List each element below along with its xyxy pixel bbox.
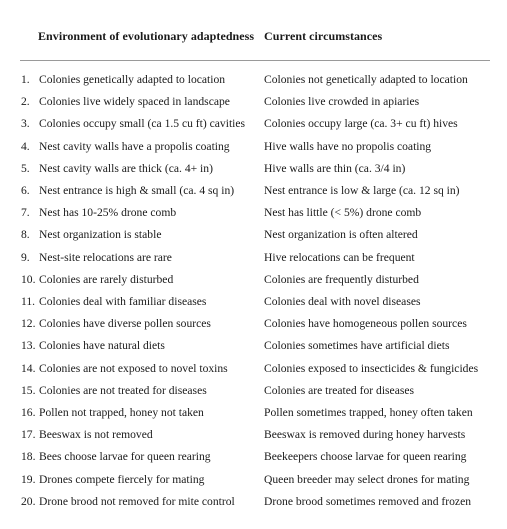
table-row xyxy=(0,140,507,158)
environment-cell: Colonies are not exposed to novel toxins xyxy=(39,361,228,375)
current-cell: Colonies not genetically adapted to location xyxy=(264,73,468,86)
table-row xyxy=(0,384,507,402)
table-row xyxy=(0,117,507,135)
row-number: 10. xyxy=(21,272,36,286)
row-number: 14. xyxy=(21,361,36,375)
row-number: 5. xyxy=(21,161,30,175)
current-cell: Queen breeder may select drones for mating xyxy=(264,472,470,486)
table-row xyxy=(0,228,507,246)
current-cell: Colonies exposed to insecticides & fungicides xyxy=(264,361,479,375)
header-environment: Environment of evolutionary adaptedness xyxy=(38,29,255,43)
row-number: 4. xyxy=(21,139,30,153)
row-number: 15. xyxy=(21,383,36,397)
row-number: 13. xyxy=(21,339,36,353)
environment-cell: Colonies are not treated for diseases xyxy=(39,383,207,397)
row-number: 19. xyxy=(21,472,36,486)
current-cell: Hive relocations can be frequent xyxy=(264,250,415,264)
table-row xyxy=(0,428,507,446)
environment-cell: Nest entrance is high & small (ca. 4 sq in) xyxy=(39,184,235,197)
header-current: Current circumstances xyxy=(264,29,383,43)
table-row xyxy=(0,295,507,313)
row-number: 8. xyxy=(21,228,30,242)
table-row xyxy=(0,95,507,113)
environment-cell: Colonies are rarely disturbed xyxy=(39,272,174,286)
environment-cell: Colonies have natural diets xyxy=(39,339,165,353)
environment-cell: Colonies live widely spaced in landscape xyxy=(39,95,230,109)
table-row xyxy=(0,339,507,357)
environment-cell: Nest has 10-25% drone comb xyxy=(39,206,177,220)
current-cell: Nest organization is often altered xyxy=(264,228,418,242)
table-row xyxy=(0,450,507,468)
table-row xyxy=(0,406,507,424)
table-row xyxy=(0,73,507,91)
table-row xyxy=(0,317,507,335)
current-cell: Beekeepers choose larvae for queen rearing xyxy=(264,450,467,464)
environment-cell: Colonies deal with familiar diseases xyxy=(39,295,207,308)
table-row xyxy=(0,184,507,202)
current-cell: Drone brood sometimes removed and frozen xyxy=(264,494,472,508)
row-number: 3. xyxy=(21,117,30,131)
environment-cell: Nest organization is stable xyxy=(39,228,162,242)
row-number: 11. xyxy=(21,295,36,308)
environment-cell: Colonies have diverse pollen sources xyxy=(39,317,211,331)
table-row xyxy=(0,251,507,269)
row-number: 20. xyxy=(21,494,36,508)
environment-cell: Drones compete fiercely for mating xyxy=(39,472,205,486)
current-cell: Hive walls are thin (ca. 3/4 in) xyxy=(264,161,406,175)
row-number: 6. xyxy=(21,184,30,197)
current-cell: Colonies live crowded in apiaries xyxy=(264,95,420,109)
environment-cell: Bees choose larvae for queen rearing xyxy=(39,450,211,464)
table-row xyxy=(0,362,507,380)
row-number: 2. xyxy=(21,95,30,109)
table-row xyxy=(0,273,507,291)
current-cell: Colonies sometimes have artificial diets xyxy=(264,339,450,353)
environment-cell: Nest cavity walls are thick (ca. 4+ in) xyxy=(39,161,213,175)
current-cell: Nest entrance is low & large (ca. 12 sq in) xyxy=(264,184,460,197)
row-number: 1. xyxy=(21,73,30,86)
row-number: 7. xyxy=(21,206,30,220)
current-cell: Colonies are frequently disturbed xyxy=(264,272,419,286)
environment-cell: Nest-site relocations are rare xyxy=(39,250,172,264)
table-row xyxy=(0,206,507,224)
environment-cell: Colonies occupy small (ca 1.5 cu ft) cavities xyxy=(39,117,246,131)
table-row xyxy=(0,162,507,180)
current-cell: Nest has little (< 5%) drone comb xyxy=(264,206,422,220)
environment-cell: Pollen not trapped, honey not taken xyxy=(39,406,204,419)
row-number: 16. xyxy=(21,406,36,419)
table-row xyxy=(0,495,507,513)
current-cell: Colonies occupy large (ca. 3+ cu ft) hives xyxy=(264,117,458,131)
row-number: 17. xyxy=(21,428,36,442)
current-cell: Pollen sometimes trapped, honey often taken xyxy=(264,406,473,419)
current-cell: Colonies deal with novel diseases xyxy=(264,295,421,308)
current-cell: Colonies are treated for diseases xyxy=(264,383,415,397)
current-cell: Beeswax is removed during honey harvests xyxy=(264,428,466,442)
table-row xyxy=(0,473,507,491)
environment-cell: Nest cavity walls have a propolis coating xyxy=(39,139,230,153)
environment-cell: Beeswax is not removed xyxy=(39,428,153,442)
current-cell: Colonies have homogeneous pollen sources xyxy=(264,317,467,331)
environment-cell: Drone brood not removed for mite control xyxy=(39,494,235,508)
header-divider xyxy=(20,60,490,61)
row-number: 18. xyxy=(21,450,36,464)
row-number: 9. xyxy=(21,250,30,264)
environment-cell: Colonies genetically adapted to location xyxy=(39,73,226,86)
row-number: 12. xyxy=(21,317,36,331)
current-cell: Hive walls have no propolis coating xyxy=(264,139,432,153)
